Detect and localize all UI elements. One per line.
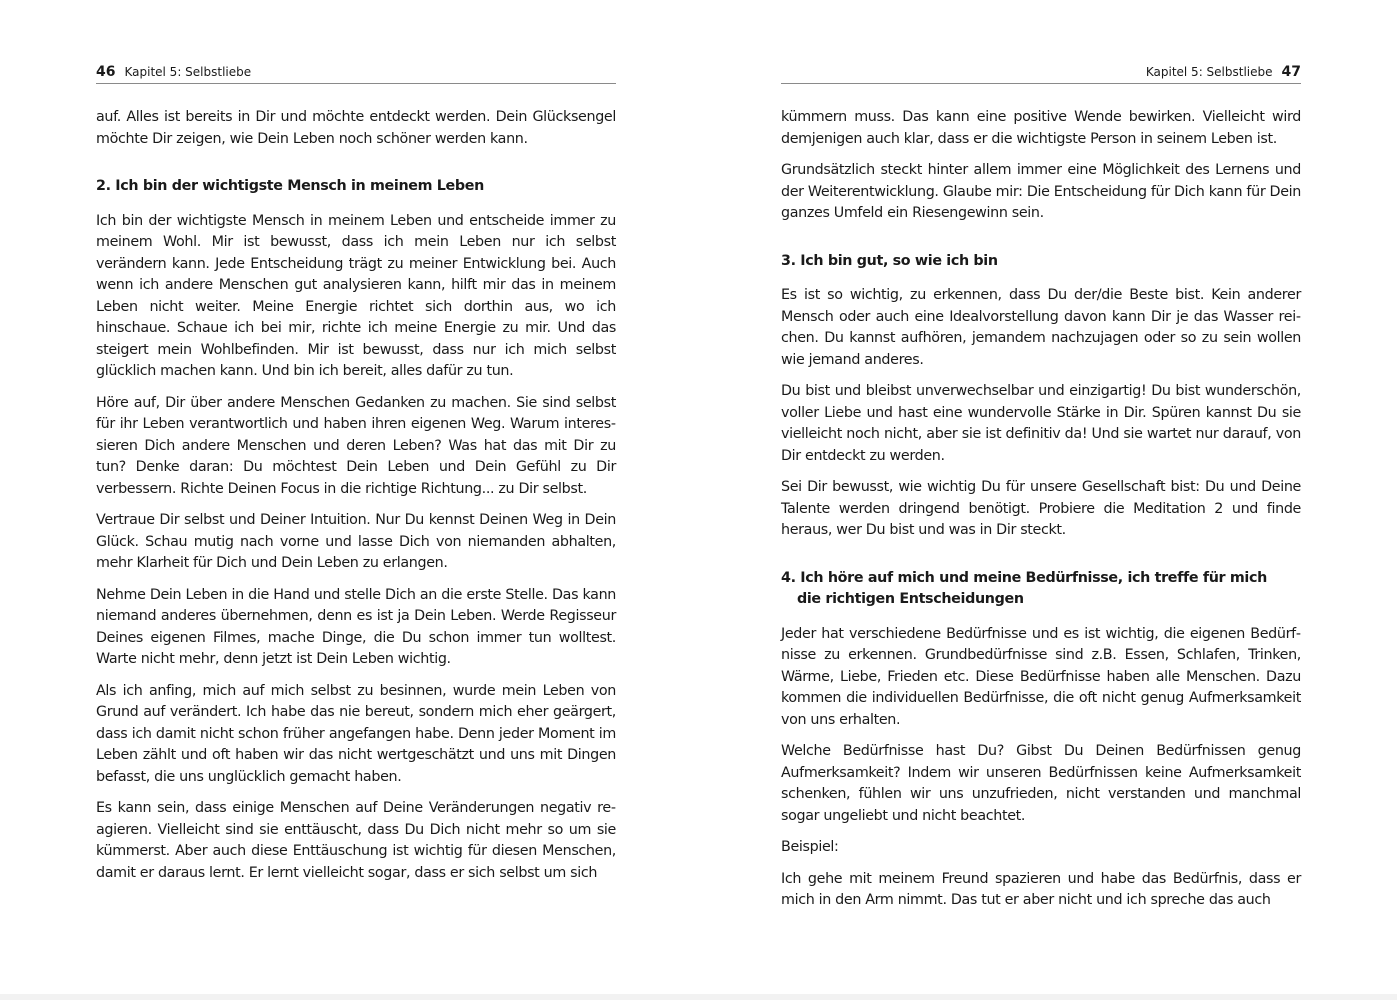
bottom-edge: [0, 994, 1397, 1000]
paragraph: Nehme Dein Leben in die Hand und stelle Dich an die erste Stelle. Das kann niemand anderes übernehmen, denn es ist ja Dein Leben. Werde Regisseur Deines eigenen Filmes, mache Dinge, die Du schon immer tun wolltest. Warte nicht mehr, denn jetzt ist Dein Leben wichtig.: [96, 586, 616, 667]
section-heading-4-line1: 4. Ich höre auf mich und meine Bedürfnisse, ich treffe für mich: [781, 569, 1267, 586]
paragraph: Du bist und bleibst unverwechselbar und einzigartig! Du bist wunderschön, voller Liebe und hast eine wundervolle Stärke in Dir. Spüren kannst Du sie vielleicht noch nicht, aber sie ist definitiv da! Und sie wartet nur darauf, von Dir entdeckt zu werden.: [781, 383, 1301, 464]
paragraph: Jeder hat verschiedene Bedürfnisse und es ist wichtig, die eigenen Bedürfnisse zu erkennen. Grundbedürfnisse sind z.B. Essen, Schlafen, Trinken, Wärme, Liebe, Frieden etc. Diese Bedürfnisse haben alle Menschen. Dazu kommen die individuellen Bedürfnisse, die oft nicht genug Aufmerksamkeit von uns erhalten.: [781, 625, 1301, 728]
paragraph: Beispiel:: [781, 839, 839, 855]
paragraph: kümmern muss. Das kann eine positive Wende bewirken. Vielleicht wird demjenigen auch klar, dass er die wichtigste Person in seinem Leben ist.: [781, 109, 1301, 147]
paragraph: Ich bin der wichtigste Mensch in meinem Leben und entscheide immer zu meinem Wohl. Mir ist bewusst, dass ich mein Leben nur ich selbst verändern kann. Jede Entscheidung trägt zu meiner Entwicklung bei. Auch wenn ich andere Menschen gut analysieren kann, hilft mir das in meinem Leben nicht weiter. Meine Energie richtet sich dorthin aus, wo ich hinschaue. Schaue ich bei mir, richte ich meine Energie zu mir. Und das steigert mein Wohlbefinden. Mir ist bewusst, dass nur ich mich selbst glücklich machen kann. Und bin ich bereit, alles dafür zu tun.: [96, 212, 616, 379]
section-heading-3: 3. Ich bin gut, so wie ich bin: [781, 252, 998, 269]
left-running-head: [96, 62, 616, 84]
right-running-head: [781, 62, 1301, 84]
paragraph: Es kann sein, dass einige Menschen auf Deine Veränderungen negativ reagieren. Vielleicht sind sie enttäuscht, dass Du Dich nicht mehr so um sie kümmerst. Aber auch diese Enttäuschung ist wichtig für diesen Menschen, damit er daraus lernt. Er lernt vielleicht sogar, dass er sich selbst um sich: [96, 800, 616, 881]
paragraph: auf. Alles ist bereits in Dir und möchte entdeckt werden. Dein Glücksengel möchte Dir zeigen, wie Dein Leben noch schöner werden kann.: [96, 109, 616, 147]
paragraph: Sei Dir bewusst, wie wichtig Du für unsere Gesellschaft bist: Du und Deine Talente werden dringend benötigt. Probiere die Meditation 2 und finde heraus, wer Du bist und was in Dir steckt.: [781, 479, 1301, 538]
right-page-body: [781, 107, 1301, 922]
paragraph: Ich gehe mit meinem Freund spazieren und habe das Bedürfnis, dass er mich in den Arm nimmt. Das tut er aber nicht und ich spreche das auch: [781, 870, 1301, 908]
paragraph: Grundsätzlich steckt hinter allem immer eine Möglichkeit des Lernens und der Weiterentwicklung. Glaube mir: Die Entscheidung für Dich kann für Dein ganzes Umfeld ein Riesengewinn sein.: [781, 162, 1301, 221]
paragraph: Es ist so wichtig, zu erkennen, dass Du der/die Beste bist. Kein anderer Mensch oder auch eine Idealvorstellung davon kann Dir je das Wasser reichen. Du kannst aufhören, jemandem nachzujagen oder so zu sein wollen wie jemand anderes.: [781, 287, 1301, 368]
running-title-left: Kapitel 5: Selbstliebe: [124, 65, 252, 79]
section-heading-4-line2: die richtigen Entscheidungen: [797, 591, 1024, 607]
section-heading-4: [781, 568, 1301, 611]
page-number-right: 47: [1281, 64, 1301, 80]
paragraph: Als ich anfing, mich auf mich selbst zu besinnen, wurde mein Leben von Grund auf verändert. Ich habe das nie bereut, sondern mich eher geärgert, dass ich damit nicht schon früher angefangen habe. Denn jeder Moment im Leben zählt und oft haben wir das nicht wertgeschätzt und uns mit Dingen befasst, die uns unglücklich gemacht haben.: [96, 682, 616, 785]
paragraph: Vertraue Dir selbst und Deiner Intuition. Nur Du kennst Deinen Weg in Dein Glück. Schau mutig nach vorne und lasse Dich von niemanden abhalten, mehr Klarheit für Dich und Dein Leben zu erlangen.: [96, 512, 616, 571]
paragraph: Welche Bedürfnisse hast Du? Gibst Du Deinen Bedürfnissen genug Aufmerksamkeit? Indem wir unseren Bedürfnissen keine Aufmerksamkeit schenken, fühlen wir uns unzufrieden, nicht verstanden und manchmal sogar ungeliebt und nicht beachtet.: [781, 743, 1301, 824]
section-heading-2: 2. Ich bin der wichtigste Mensch in meinem Leben: [96, 178, 484, 194]
left-page-body: [96, 107, 616, 894]
page-number-left: 46: [96, 64, 116, 80]
running-title-right: Kapitel 5: Selbstliebe: [1145, 65, 1273, 79]
paragraph: Höre auf, Dir über andere Menschen Gedanken zu machen. Sie sind selbst für ihr Leben verantwortlich und haben ihren eigenen Weg. Warum interessieren Dich andere Menschen und deren Leben? Was hat das mit Dir zu tun? Denke daran: Du möchtest Dein Leben und Dein Gefühl zu Dir verbessern. Richte Deinen Focus in die richtige Richtung... zu Dir selbst.: [96, 394, 616, 497]
